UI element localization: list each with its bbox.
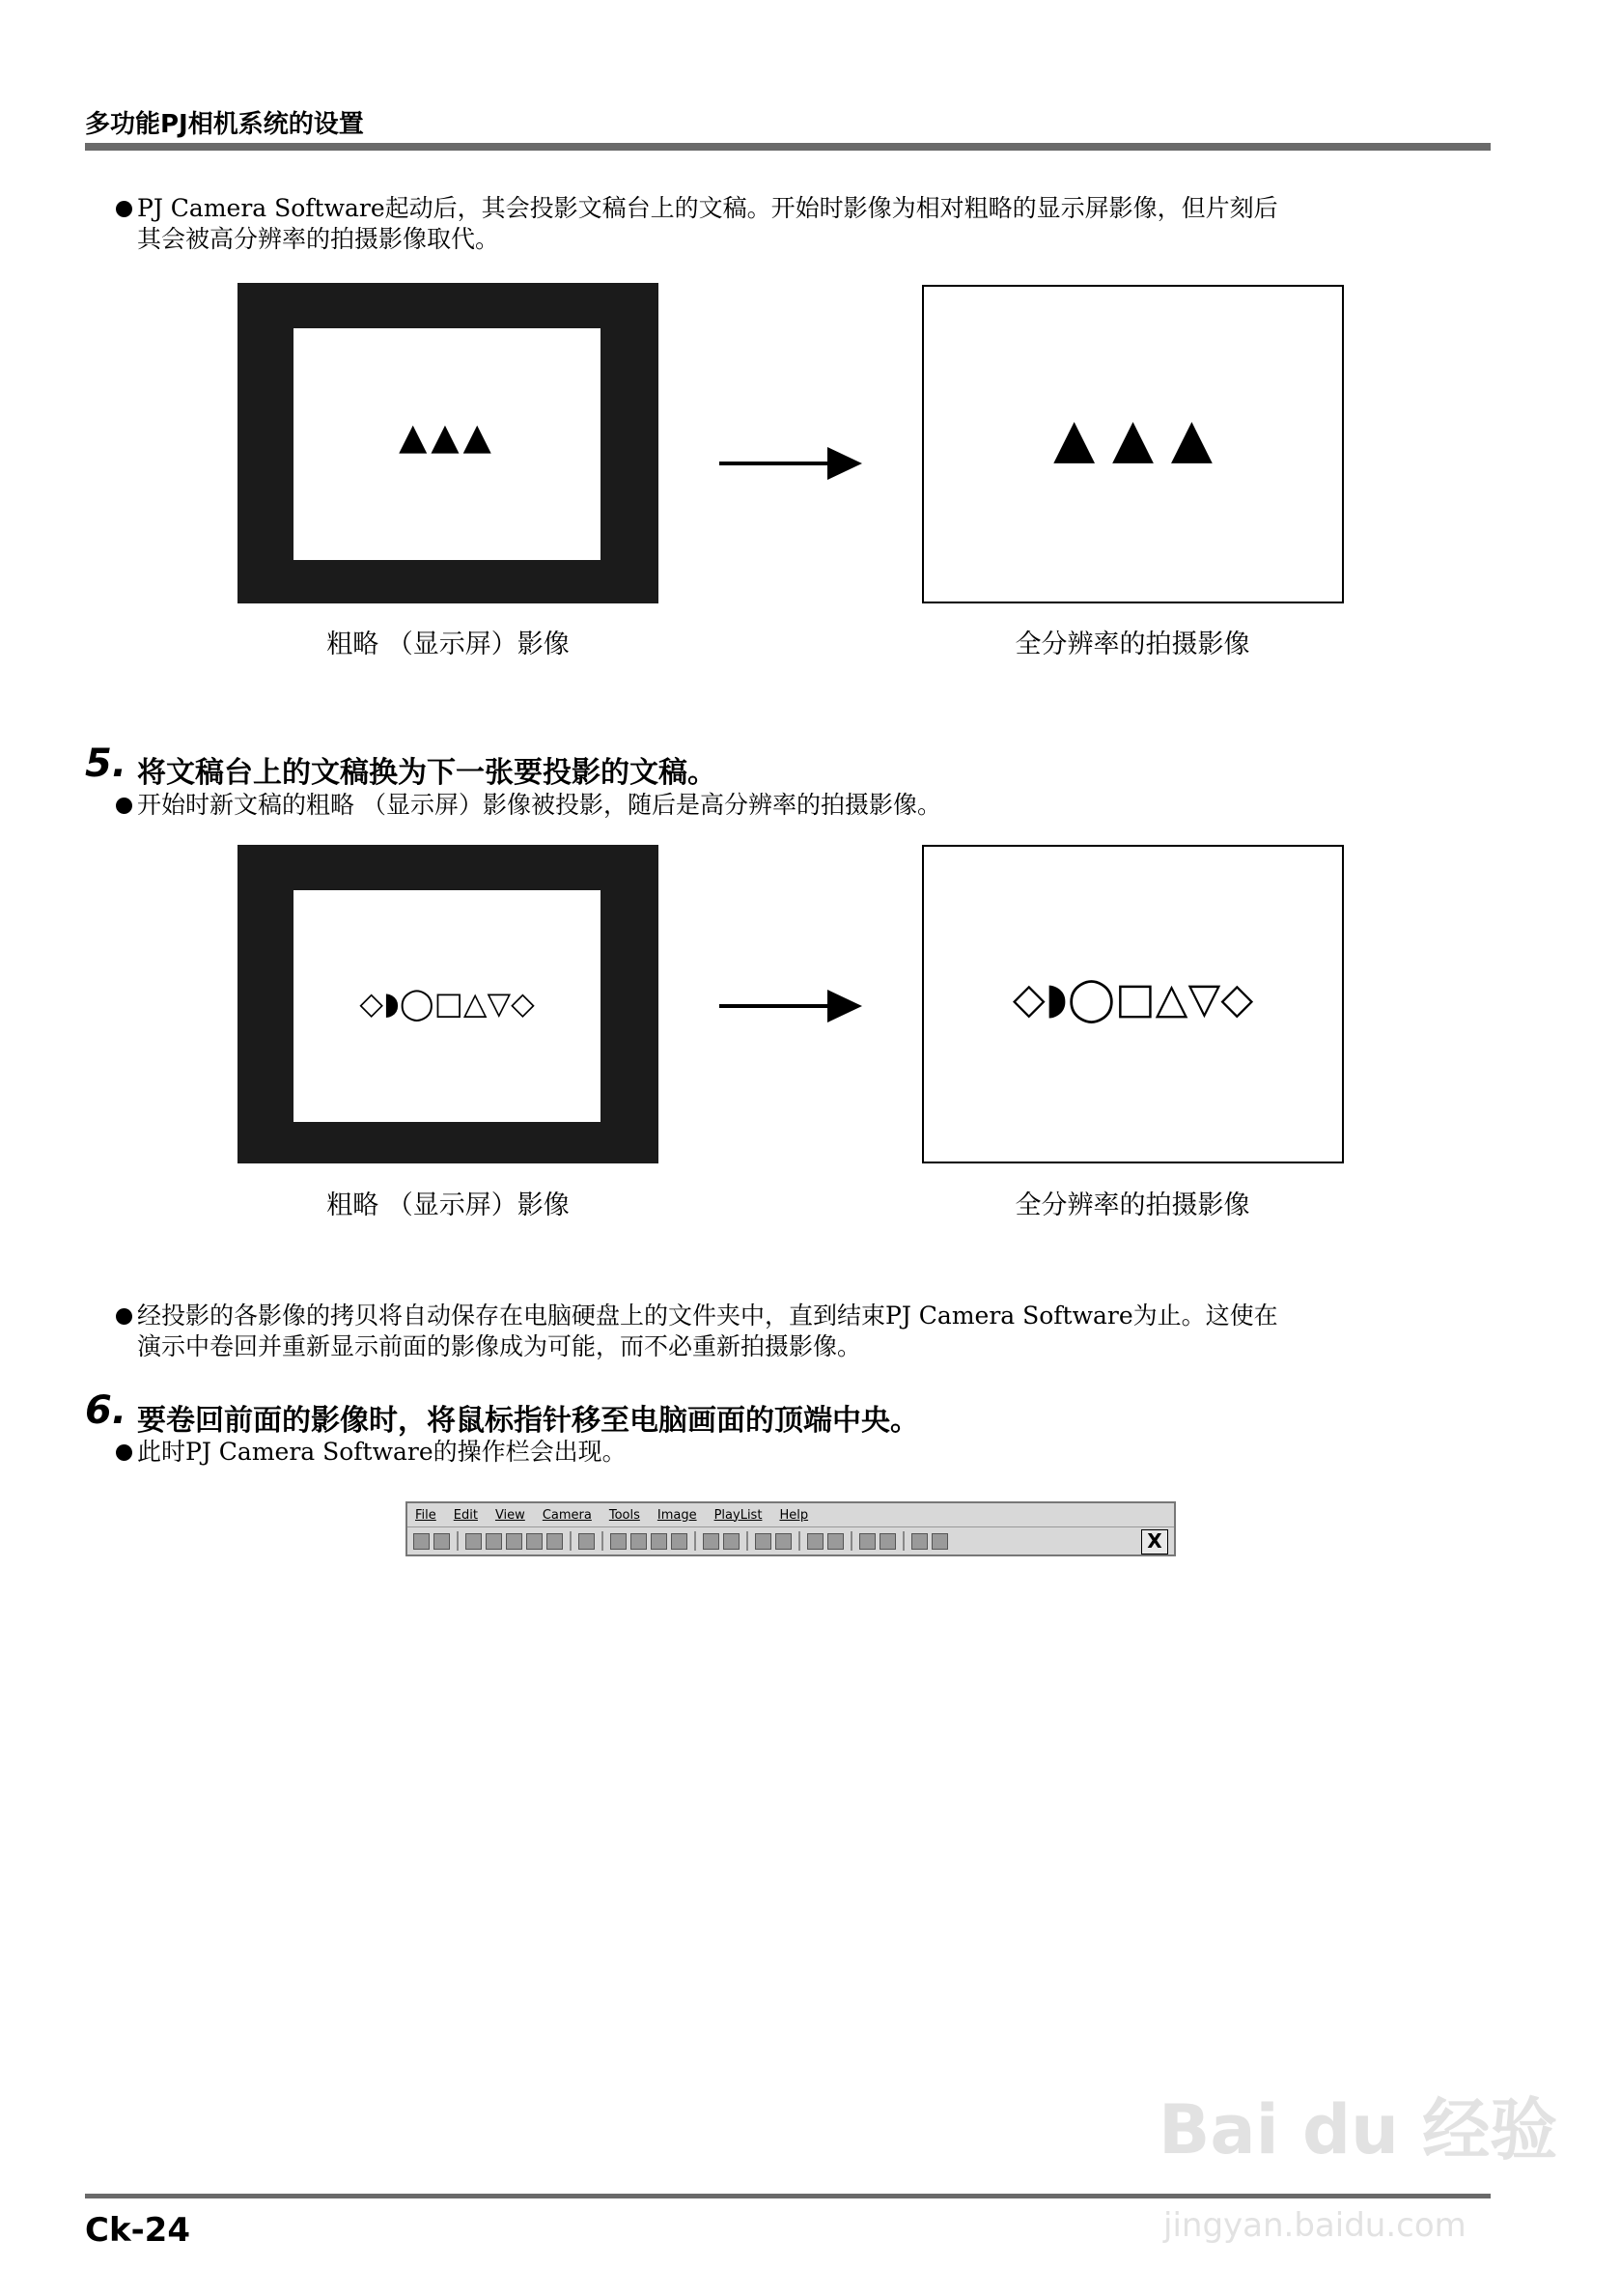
toolbar-separator <box>457 1531 459 1551</box>
arrow-icon <box>719 987 864 1029</box>
copy-icon[interactable] <box>486 1533 502 1550</box>
toolbar-separator <box>570 1531 572 1551</box>
note-bullet-line1: 经投影的各影像的拷贝将自动保存在电脑硬盘上的文件夹中，直到结束PJ Camera Software为止。这使在 <box>137 1302 1278 1330</box>
menu-playlist[interactable]: PlayList <box>713 1507 763 1523</box>
overlay-icon[interactable] <box>723 1533 740 1550</box>
rough-image-screen-2 <box>293 890 601 1122</box>
note-bullet <box>137 1301 1508 1362</box>
eraser-icon[interactable] <box>880 1533 896 1550</box>
watermark-logo: Bai du 经验 <box>1159 2090 1558 2170</box>
toolbar-close-button[interactable]: X <box>1141 1529 1168 1554</box>
zoom-out-icon[interactable] <box>630 1533 647 1550</box>
step-6-text: 要卷回前面的影像时，将鼠标指针移至电脑画面的顶端中央。 <box>137 1404 919 1438</box>
previous-icon[interactable] <box>807 1533 824 1550</box>
arrow-icon <box>719 444 864 487</box>
next-icon[interactable] <box>827 1533 844 1550</box>
save-icon[interactable] <box>578 1533 595 1550</box>
page-number: Ck-24 <box>85 2211 190 2250</box>
intro-bullet-line2: 其会被高分辨率的拍摄影像取代。 <box>137 225 500 253</box>
step-5-bullet-text: 开始时新文稿的粗略 （显示屏）影像被投影，随后是高分辨率的拍摄影像。 <box>137 791 941 819</box>
full-res-caption-1: 全分辨率的拍摄影像 <box>1015 630 1250 659</box>
rough-caption-2: 粗略 （显示屏）影像 <box>326 1190 570 1220</box>
toolbar-separator <box>851 1531 852 1551</box>
capture-icon[interactable] <box>465 1533 482 1550</box>
effect-icon[interactable] <box>775 1533 792 1550</box>
fit-icon[interactable] <box>671 1533 687 1550</box>
step-5-bullet <box>137 790 1489 821</box>
full-res-image-frame-2 <box>922 845 1344 1163</box>
menu-camera[interactable]: Camera <box>542 1507 592 1523</box>
print-icon[interactable] <box>546 1533 563 1550</box>
full-res-triangles: ▲ ▲ ▲ <box>1053 407 1213 470</box>
menu-tools[interactable]: Tools <box>608 1507 640 1523</box>
full-res-caption-2: 全分辨率的拍摄影像 <box>1015 1190 1250 1220</box>
step-6-number: 6. <box>85 1388 127 1433</box>
rotate-icon[interactable] <box>526 1533 543 1550</box>
bullet-dot-icon <box>116 201 132 217</box>
toolbar-icon-row <box>407 1526 1174 1554</box>
step-6-bullet-text: 此时PJ Camera Software的操作栏会出现。 <box>137 1438 627 1466</box>
menu-image[interactable]: Image <box>656 1507 697 1523</box>
full-res-shapes: ◇◗◯□△▽◇ <box>1012 974 1254 1023</box>
full-res-image-frame-1 <box>922 285 1344 603</box>
rough-image-frame-1 <box>237 283 658 603</box>
auto-focus-icon[interactable] <box>911 1533 928 1550</box>
intro-bullet-line1: PJ Camera Software起动后，其会投影文稿台上的文稿。开始时影像为相对粗略的显示屏影像，但片刻后 <box>137 194 1278 222</box>
menu-file[interactable]: File <box>415 1507 436 1523</box>
menu-help[interactable]: Help <box>779 1507 809 1523</box>
bullet-dot-icon <box>116 1308 132 1325</box>
menu-edit[interactable]: Edit <box>453 1507 478 1523</box>
step-5-text: 将文稿台上的文稿换为下一张要投影的文稿。 <box>137 756 716 790</box>
note-bullet-line2: 演示中卷回并重新显示前面的影像成为可能，而不必重新拍摄影像。 <box>137 1332 862 1360</box>
page-header-title: 多功能PJ相机系统的设置 <box>85 110 364 139</box>
layer-icon[interactable] <box>703 1533 719 1550</box>
menu-view[interactable]: View <box>494 1507 525 1523</box>
toolbar-separator <box>903 1531 905 1551</box>
pj-camera-toolbar <box>405 1501 1176 1556</box>
rough-image-frame-2 <box>237 845 658 1163</box>
toolbar-separator <box>601 1531 603 1551</box>
step-6-bullet <box>137 1437 1489 1468</box>
camera-icon[interactable] <box>433 1533 450 1550</box>
settings-icon[interactable] <box>932 1533 948 1550</box>
step-5-number: 5. <box>85 742 127 786</box>
image-adjust-icon[interactable] <box>755 1533 771 1550</box>
footer-rule <box>85 2194 1491 2198</box>
intro-bullet <box>137 193 1489 255</box>
toolbar-separator <box>798 1531 800 1551</box>
rough-shapes: ◇◗◯□△▽◇ <box>359 985 535 1022</box>
rough-caption-1: 粗略 （显示屏）影像 <box>326 630 570 659</box>
toolbar-separator <box>694 1531 696 1551</box>
header-rule <box>85 143 1491 151</box>
hand-icon[interactable] <box>651 1533 667 1550</box>
bullet-dot-icon <box>116 1444 132 1461</box>
pen-icon[interactable] <box>859 1533 876 1550</box>
zoom-in-icon[interactable] <box>610 1533 627 1550</box>
paste-icon[interactable] <box>506 1533 522 1550</box>
watermark-url: jingyan.baidu.com <box>1163 2206 1466 2245</box>
toolbar-menu-bar <box>407 1503 1174 1526</box>
projector-icon[interactable] <box>413 1533 430 1550</box>
bullet-dot-icon <box>116 798 132 814</box>
rough-image-screen-1 <box>293 328 601 560</box>
rough-triangles: ▲▲▲ <box>399 415 495 458</box>
toolbar-separator <box>746 1531 748 1551</box>
